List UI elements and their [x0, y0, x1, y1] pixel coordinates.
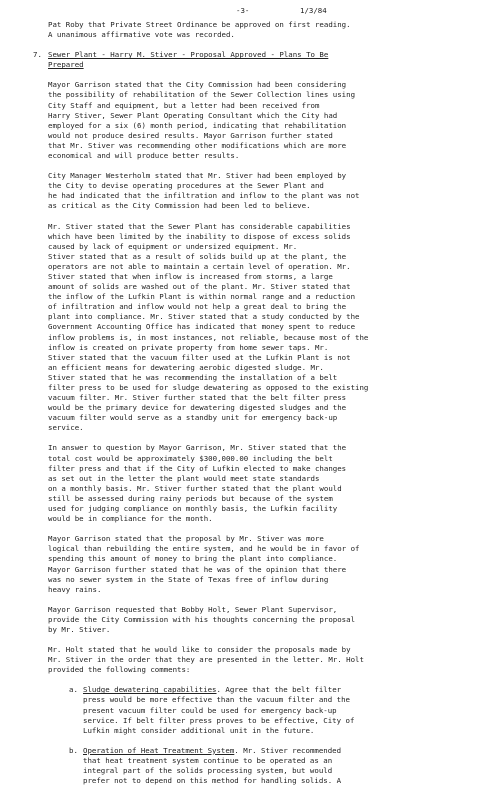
sub-item-text: . Mr. Stiver recommended that heat treatment system continue to be operated as an integral part of the solids processing system, but would prefer not to depend on this method for handling solids. A	[83, 745, 342, 786]
paragraph-3: Mr. Stiver stated that the Sewer Plant has considerable capabilities which have been limited by the inability to dispose of excess solids caused by lack of equipment or undersized equipment. Mr. Stiver stated that as a result of solids build up at the plant, the operators are not able to maintain a certain level of operation. Mr. Stiver stated that when inflow is increased from storms, a large amount of solids are washed out of the plant. Mr. Stiver stated that the inflow of the Lufkin Plant is within normal range and a reduction of infiltration and inflow would not help a great deal to bring the plant into compliance. Mr. Stiver stated that a study conducted by the Government Accounting Office has indicated that money spent to reduce inflow problems is, in most instances, not reliable, because most of the inflow is created on private property from home sewer taps. Mr. Stiver stated that the vacuum filter used at the Lufkin Plant is not an efficient means for dewatering aerobic digested sludge. Mr. Stiver stated that he was recommending the installation of a belt filter press to be used for sludge dewatering as opposed to the existing vacuum filter. Mr. Stiver further stated that the belt filter press would be the primary device for dewatering digested sludges and the vacuum filter would serve as a standby unit for emergency back-up service.	[48, 221, 369, 433]
page-date: 1/3/84	[300, 6, 327, 15]
sub-item-title: Operation of Heat Treatment System	[83, 745, 235, 755]
paragraph-4: In answer to question by Mayor Garrison, Mr. Stiver stated that the total cost would be approximately $300,000.00 including the belt filter press and that if the City of Lufkin elected to make changes as set out in the letter the plant would meet state standards on a monthly basis. Mr. Stiver further stated that the plant would still be assessed during rainy periods but because of the system used for judging compliance on monthly basis, the Lufkin facility would be in compliance for the month.	[48, 443, 347, 524]
sub-item-text: . Agree that the belt filter press would be more effective than the vacuum filter and the present vacuum filter could be used for emergency back-up service. If belt filter press proves to be effective, City of Lufkin might consider additional unit in the future.	[83, 685, 355, 735]
intro-paragraph: Pat Roby that Private Street Ordinance be approved on first reading. A unanimous affirmative vote was recorded.	[48, 20, 351, 40]
sub-item-title: Sludge dewatering capabilities	[83, 685, 217, 695]
sub-item-letter: b.	[69, 745, 78, 755]
sub-item-letter: a.	[69, 685, 78, 695]
paragraph-5: Mayor Garrison stated that the proposal by Mr. Stiver was more logical than rebuilding the entire system, and he would be in favor of spending this amount of money to bring the plant into compliance. Mayor Garrison further stated that he was of the opinion that there was no sewer system in the State of Texas free of inflow during heavy rains.	[48, 534, 360, 594]
paragraph-6: Mayor Garrison requested that Bobby Holt, Sewer Plant Supervisor, provide the City Commission with his thoughts concerning the proposal by Mr. Stiver.	[48, 604, 356, 634]
agenda-item-7	[33, 50, 478, 70]
page-number: -3-	[236, 6, 250, 15]
paragraph-1: Mayor Garrison stated that the City Commission had been considering the possibility of rehabilitation of the Sewer Collection lines using City Staff and equipment, but a letter had been received from Harry Stiver, Sewer Plant Operating Consultant which the City had employed for a six (6) month period, indicating that rehabilitation would not produce desired results. Mayor Garrison further stated that Mr. Stiver was recommending other modifications which are more economical and will produce better results.	[48, 80, 356, 161]
item-title: Sewer Plant - Harry M. Stiver - Proposal Approved - Plans To Be Prepared	[48, 50, 329, 70]
page-header	[0, 6, 488, 18]
paragraph-7: Mr. Holt stated that he would like to consider the proposals made by Mr. Stiver in the order that they are presented in the letter. Mr. Holt provided the following comments:	[48, 645, 364, 675]
sub-item-a	[69, 685, 478, 735]
sub-item-b	[69, 745, 478, 786]
document-body	[33, 20, 478, 796]
paragraph-2: City Manager Westerholm stated that Mr. Stiver had been employed by the City to devise operating procedures at the Sewer Plant and he had indicated that the infiltration and inflow to the plant was not as critical as the City Commission had been led to believe.	[48, 171, 360, 211]
sub-item-body	[83, 746, 478, 786]
sub-item-body	[83, 685, 478, 735]
item-number: 7.	[33, 50, 42, 60]
